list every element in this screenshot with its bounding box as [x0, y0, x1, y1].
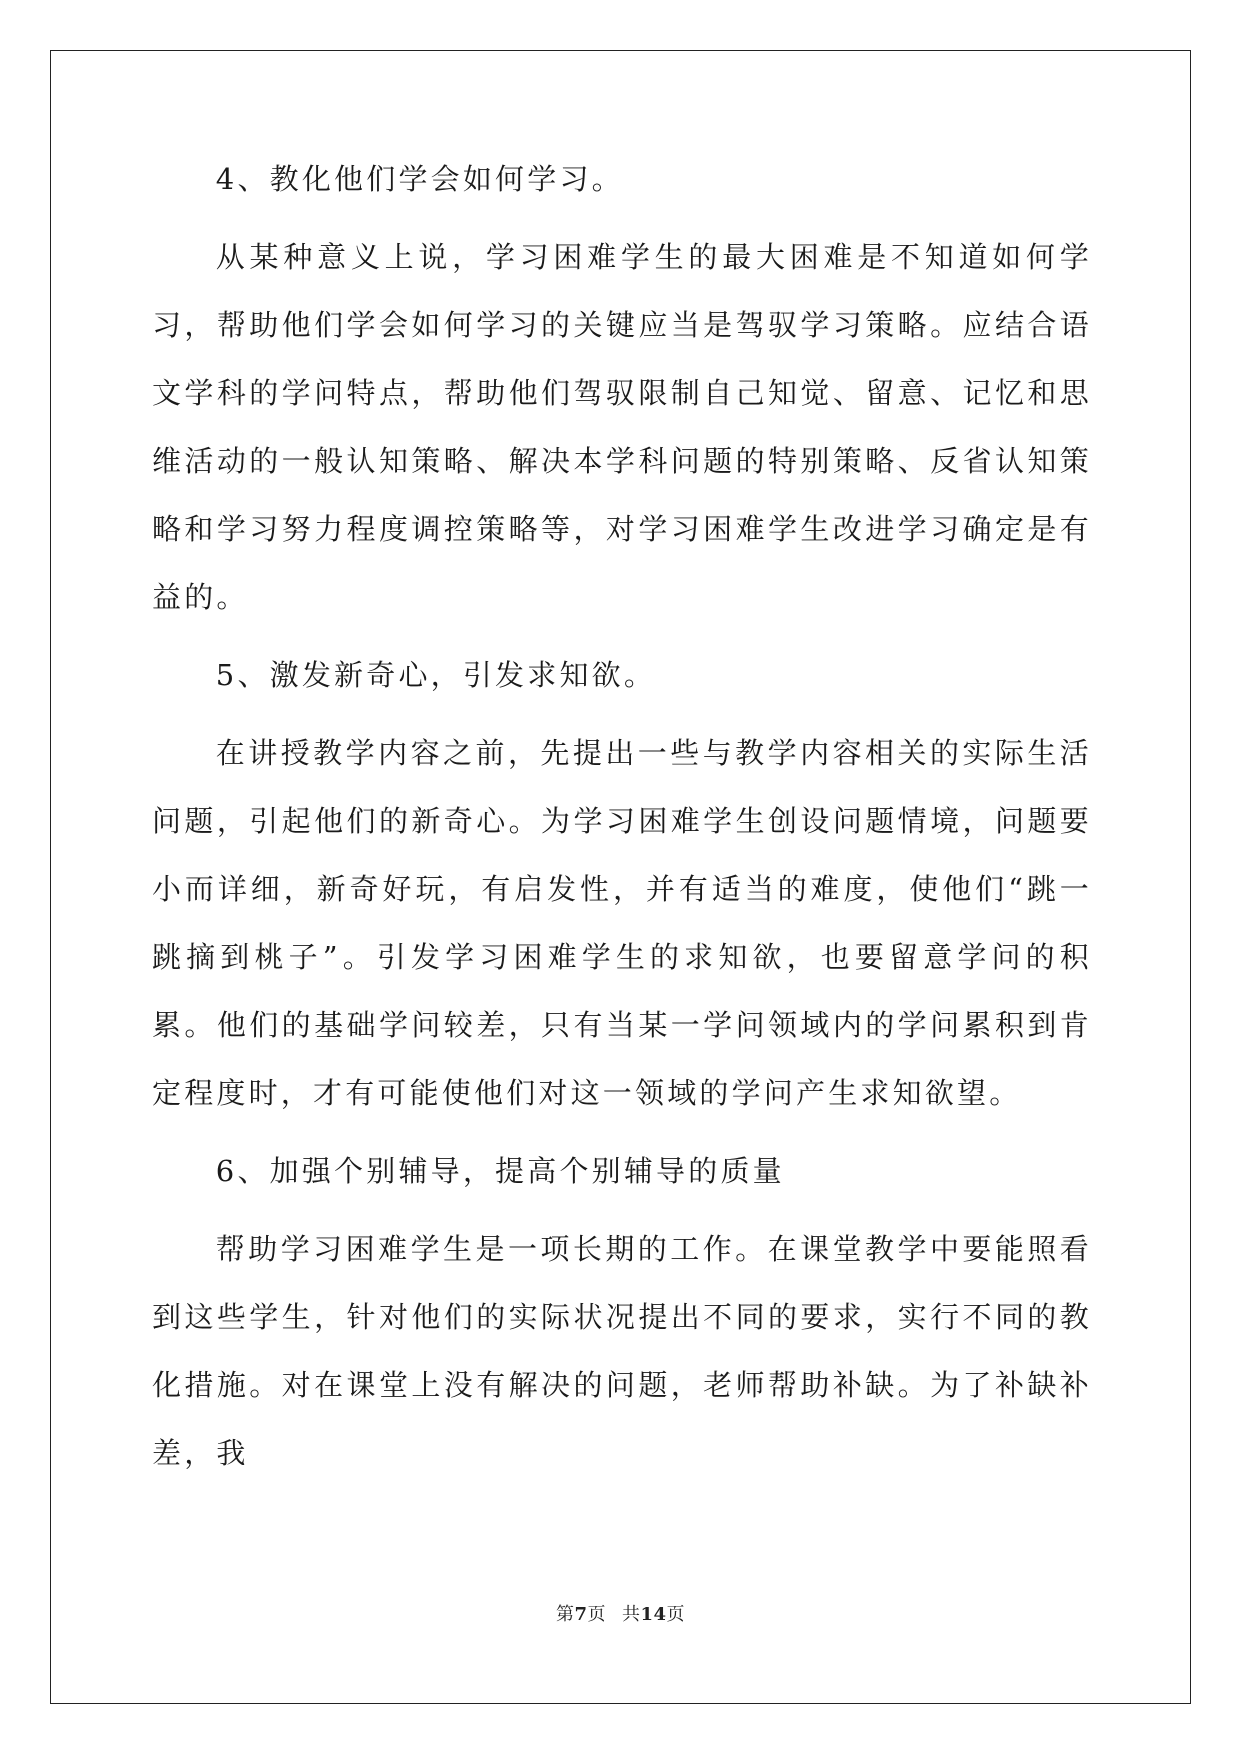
page-number-total: 14 — [640, 1604, 667, 1625]
page-total-suffix: 页 — [666, 1604, 686, 1625]
section-heading-5: 5、激发新奇心，引发求知欲。 — [215, 658, 657, 692]
paragraph-individual-tutoring: 帮助学习困难学生是一项长期的工作。在课堂教学中要能照看到这些学生，针对他们的实际状况提出不同的要求，实行不同的教化措施。对在课堂上没有解决的问题，老师帮助补缺。为了补缺补差，我 — [152, 1232, 1092, 1470]
section-heading-4: 4、教化他们学会如何学习。 — [215, 162, 624, 196]
page-footer — [0, 1600, 1241, 1626]
document-body — [152, 145, 1092, 1487]
paragraph-curiosity: 在讲授教学内容之前，先提出一些与教学内容相关的实际生活问题，引起他们的新奇心。为学习困难学生创设问题情境，问题要小而详细，新奇好玩，有启发性，并有适当的难度，使他们“跳一跳摘到桃子”。引发学习困难学生的求知欲，也要留意学问的积累。他们的基础学问较差，只有当某一学问领域内的学问累积到肯定程度时，才有可能使他们对这一领域的学问产生求知欲望。 — [152, 736, 1092, 1110]
page-number-prefix: 第 — [555, 1604, 575, 1625]
section-heading-6: 6、加强个别辅导，提高个别辅导的质量 — [215, 1154, 785, 1188]
page-number-current: 7 — [574, 1604, 588, 1625]
page-number-suffix: 页 — [587, 1604, 606, 1625]
paragraph-learning-strategies: 从某种意义上说，学习困难学生的最大困难是不知道如何学习，帮助他们学会如何学习的关键应当是驾驭学习策略。应结合语文学科的学问特点，帮助他们驾驭限制自己知觉、留意、记忆和思维活动的一般认知策略、解决本学科问题的特别策略、反省认知策略和学习努力程度调控策略等，对学习困难学生改进学习确定是有益的。 — [152, 240, 1092, 614]
page-total-prefix: 共 — [621, 1604, 641, 1625]
